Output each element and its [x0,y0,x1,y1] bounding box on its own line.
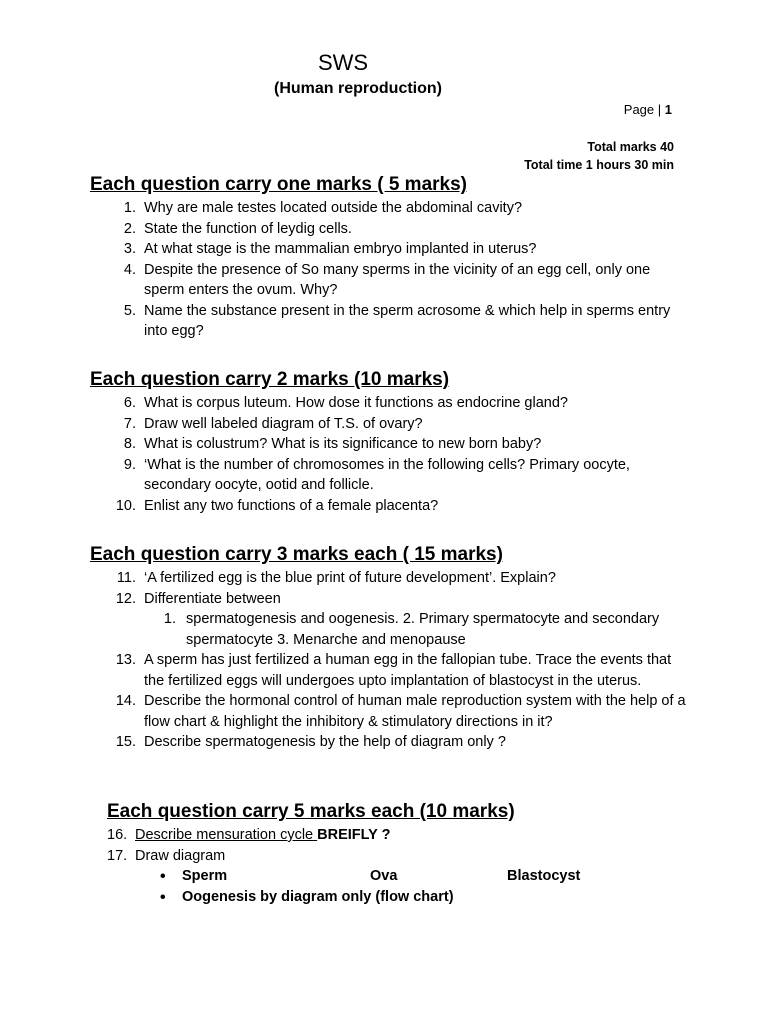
section-one-mark [90,174,690,342]
question-number: 4. [123,261,136,278]
question-number: 1. [123,200,136,216]
question-text: State the function of leydig cells. [144,220,352,237]
question-item [90,219,690,240]
question-text: What is corpus luteum. How dose it functions as endocrine gland? [144,395,568,411]
page-number: 1 [664,102,672,117]
question-item [90,414,690,435]
question-item [90,691,690,732]
section-heading: Each question carry 2 marks (10 marks) [90,369,450,390]
bullet-text: Sperm [182,868,228,884]
question-number: 16. [107,827,128,843]
question-number: 14. [115,693,136,709]
question-item [90,732,690,753]
question-number: 3. [123,241,136,257]
question-text: Enlist any two functions of a female placenta? [144,497,439,514]
question-item [90,496,690,517]
section-heading: Each question carry 3 marks each ( 15 marks) [90,544,503,565]
question-item [90,239,690,260]
question-text: Why are male testes located outside the abdominal cavity? [144,200,523,216]
question-number: 6. [123,395,136,411]
question-text-bold: BREIFLY ? [317,827,391,843]
question-text: What is colustrum? What is its significance to new born baby? [144,436,542,452]
question-text [135,825,707,846]
question-text: Despite the presence of So many sperms in the vicinity of an egg cell, only one sperm enters the ovum. Why? [144,261,651,298]
bullet-list [160,866,707,908]
question-text: Draw diagram [135,847,226,864]
question-text: ‘A fertilized egg is the blue print of future development’. Explain? [144,570,556,586]
question-text: Describe spermatogenesis by the help of diagram only ? [144,734,506,750]
total-marks: Total marks 40 [587,140,674,154]
question-number: 8. [123,436,136,452]
question-number: 10. [115,497,136,514]
question-number: 7. [123,415,136,432]
question-text: A sperm has just fertilized a human egg in the fallopian tube. Trace the events that the fertilized eggs will undergoes upto implantation of blastocyst in the uterus. [144,652,672,689]
exam-totals [524,138,674,174]
page-label: Page | [623,102,662,117]
question-text: At what stage is the mammalian embryo implanted in uterus? [144,241,537,257]
section-two-marks [90,369,690,516]
question-number: 11. [116,570,136,586]
question-item [90,260,690,301]
bullet-icon: • [160,868,166,885]
question-item [107,846,707,867]
question-text-part: Describe mensuration cycle [135,827,318,843]
section-three-marks [90,544,690,753]
bullet-item [160,866,707,887]
question-item [90,301,690,342]
page-number-label [624,102,672,117]
sub-question-item [90,609,690,650]
question-number: 13. [115,652,136,668]
question-number: 2. [123,220,136,237]
total-time: Total time 1 hours 30 min [524,158,674,172]
bullet-text: Blastocyst [507,868,581,884]
document-title: SWS [317,50,369,75]
document-subtitle: (Human reproduction) [274,80,442,97]
question-item [90,198,690,219]
section-five-marks [107,801,707,908]
question-number: 5. [123,302,136,319]
sub-question-number: 1. [163,611,176,627]
question-number: 15. [115,734,136,750]
question-item [90,650,690,691]
bullet-text: Oogenesis by diagram only (flow chart) [182,889,454,905]
question-number: 9. [123,456,136,473]
question-item [90,434,690,455]
question-text: Differentiate between [144,590,281,607]
bullet-text: Ova [370,868,398,884]
sub-question-text: spermatogenesis and oogenesis. 2. Primary spermatocyte and secondary spermatocyte 3. Menarche and menopause [186,611,660,648]
question-text: Draw well labeled diagram of T.S. of ovary? [144,415,423,432]
question-number: 12. [115,590,136,607]
question-text: Describe the hormonal control of human male reproduction system with the help of a flow chart & highlight the inhibitory & stimulatory directions in it? [144,693,686,730]
question-item [90,455,690,496]
question-item [90,589,690,610]
section-heading: Each question carry 5 marks each (10 marks) [107,801,515,822]
question-item [90,393,690,414]
question-item [90,568,690,589]
section-heading: Each question carry one marks ( 5 marks) [90,174,467,195]
bullet-icon: • [160,889,166,906]
question-text: Name the substance present in the sperm acrosome & which help in sperms entry into egg? [144,302,671,339]
bullet-item [160,887,707,908]
question-number: 17. [107,847,128,864]
question-item [107,825,707,846]
question-text: ‘What is the number of chromosomes in the following cells? Primary oocyte, secondary oocyte, ootid and follicle. [144,456,630,493]
